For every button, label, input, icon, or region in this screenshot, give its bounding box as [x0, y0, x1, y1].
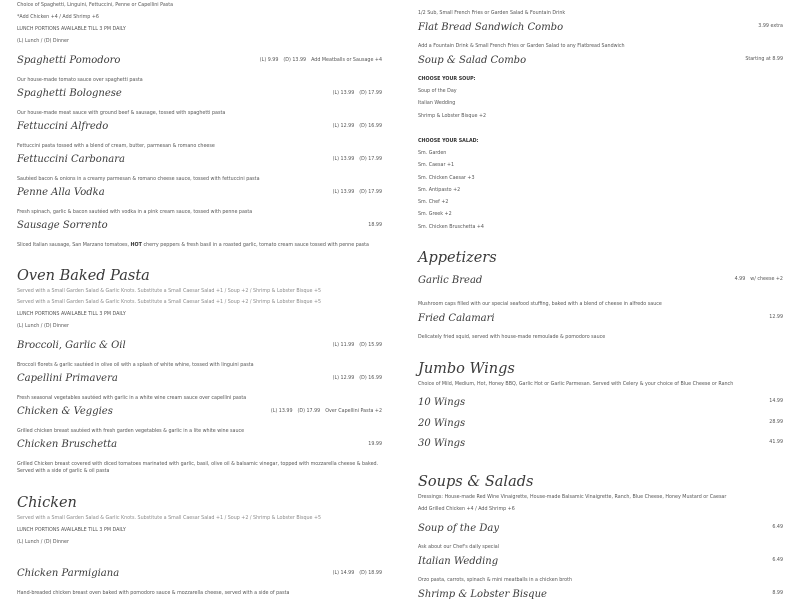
pasta-choice-note: Choice of Spaghetti, Linguini, Fettuccini, Penne or Capellini Pasta	[17, 3, 174, 8]
menu-item-price: (L) 14.99 (D) 18.99	[332, 571, 382, 576]
lunch-dinner-legend: (L) Lunch / (D) Dinner	[17, 39, 69, 44]
served-with-note: Served with a Small Garden Salad & Garlic Knots. Substitute a Small Caesar Salad +1 / Soup +2 / Shrimp & Lobster Bisque +5	[17, 289, 322, 294]
menu-item-price: (L) 13.99 (D) 17.99	[332, 91, 382, 96]
menu-item-price: (L) 9.99 (D) 13.99 Add Meatballs or Sausage +4	[259, 58, 382, 63]
menu-item-description: Our house-made meat sauce with ground beef & sausage, tossed with spaghetti pasta	[17, 111, 226, 116]
salad-option: Sm. Garden	[418, 151, 447, 156]
menu-item-name: Shrimp & Lobster Bisque	[418, 589, 547, 600]
menu-item-price: 6.49	[772, 525, 783, 530]
menu-item-name: 10 Wings	[418, 397, 466, 408]
menu-item-price: 19.99	[368, 442, 382, 447]
menu-item-price: (L) 13.99 (D) 17.99	[332, 190, 382, 195]
menu-item-description: Fresh seasonal vegetables sautéed with garlic in a white wine cream sauce over capellini pasta	[17, 396, 247, 401]
menu-item-name: Flat Bread Sandwich Combo	[418, 22, 564, 33]
dressings-note: Dressings: House-made Red Wine Vinaigrette, House-made Balsamic Vinaigrette, Ranch, Blue Cheese, Honey Mustard or Caesar	[418, 495, 727, 500]
served-with-note: Served with a Small Garden Salad & Garlic Knots. Substitute a Small Caesar Salad +1 / Soup +2 / Shrimp & Lobster Bisque +5	[17, 300, 322, 305]
menu-item-description: Delicately fried squid, served with house-made remoulade & pomodoro sauce	[418, 335, 606, 340]
menu-item-name: Fettuccini Alfredo	[17, 121, 109, 132]
menu-item-price: 4.99 w/ cheese +2	[734, 277, 783, 282]
menu-item-name: Fettuccini Carbonara	[17, 154, 125, 165]
menu-item-name: Chicken Bruschetta	[17, 439, 118, 450]
menu-item-name: Spaghetti Pomodoro	[17, 55, 121, 66]
menu-item-description: Ask about our Chef's daily special	[418, 545, 500, 550]
menu-item-description: Add a Fountain Drink & Small French Fries or Garden Salad to any Flatbread Sandwich	[418, 44, 625, 49]
add-protein-note: Add Grilled Chicken +4 / Add Shrimp +6	[418, 507, 515, 512]
menu-item-price: 6.49	[772, 558, 783, 563]
section-title-soups-salads: Soups & Salads	[418, 474, 534, 490]
menu-item-description: Our house-made tomato sauce over spaghetti pasta	[17, 78, 143, 83]
served-with-note: Served with a Small Garden Salad & Garlic Knots. Substitute a Small Caesar Salad +1 / Soup +2 / Shrimp & Lobster Bisque +5	[17, 516, 322, 521]
menu-item-name: Soup & Salad Combo	[418, 55, 527, 66]
wings-description: Choice of Mild, Medium, Hot, Honey BBQ, Garlic Hot or Garlic Parmesan. Served with Celery & your choice of Blue Cheese or Ranch	[418, 382, 734, 387]
menu-item-name: Chicken & Veggies	[17, 406, 113, 417]
menu-item-price: 18.99	[368, 223, 382, 228]
menu-item-price: (L) 11.99 (D) 15.99	[332, 343, 382, 348]
lunch-dinner-legend: (L) Lunch / (D) Dinner	[17, 324, 69, 329]
menu-item-price: 8.99	[772, 591, 783, 596]
menu-item-name: Fried Calamari	[418, 313, 495, 324]
lunch-portions-note: LUNCH PORTIONS AVAILABLE TILL 3 PM DAILY	[17, 312, 126, 317]
menu-item-price: (L) 13.99 (D) 17.99	[332, 157, 382, 162]
menu-item-description: Sliced Italian sausage, San Marzano tomatoes, HOT cherry peppers & fresh basil in a roasted garlic, tomato cream sauce tossed with penne pasta	[17, 243, 370, 248]
salad-option: Sm. Chef +2	[418, 200, 449, 205]
section-title-chicken: Chicken	[17, 495, 77, 511]
soup-option: Soup of the Day	[418, 89, 457, 94]
menu-item-price: 3.99 extra	[758, 24, 783, 29]
menu-item-price: (L) 13.99 (D) 17.99 Over Capellini Pasta +2	[270, 409, 382, 414]
sub-combo-note: 1/2 Sub, Small French Fries or Garden Salad & Fountain Drink	[418, 11, 566, 16]
menu-item-name: Sausage Sorrento	[17, 220, 108, 231]
menu-item-name: Penne Alla Vodka	[17, 187, 105, 198]
section-title-wings: Jumbo Wings	[418, 361, 515, 377]
menu-item-description: Broccoli florets & garlic sautéed in olive oil with a splash of white whine, tossed with linguini pasta	[17, 363, 254, 368]
lunch-dinner-legend: (L) Lunch / (D) Dinner	[17, 540, 69, 545]
section-title-appetizers: Appetizers	[418, 250, 497, 266]
salad-option: Sm. Greek +2	[418, 212, 452, 217]
lunch-portions-note: LUNCH PORTIONS AVAILABLE TILL 3 PM DAILY	[17, 27, 126, 32]
menu-item-description: Mushroom caps filled with our special seafood stuffing, baked with a blend of cheese in alfredo sauce	[418, 302, 662, 307]
menu-item-name: 30 Wings	[418, 438, 466, 449]
salad-option: Sm. Chicken Bruschetta +4	[418, 225, 484, 230]
menu-item-name: 20 Wings	[418, 418, 466, 429]
menu-item-price: Starting at 8.99	[745, 57, 783, 62]
salad-option: Sm. Caesar +1	[418, 163, 455, 168]
hot-label: HOT	[130, 243, 142, 248]
menu-item-name: Garlic Bread	[418, 275, 483, 286]
menu-item-name: Spaghetti Bolognese	[17, 88, 122, 99]
salad-option: Sm. Antipasto +2	[418, 188, 461, 193]
menu-item-name: Broccoli, Garlic & Oil	[17, 340, 126, 351]
menu-item-name: Italian Wedding	[418, 556, 499, 567]
menu-item-description: Grilled Chicken breast covered with diced tomatoes marinated with garlic, basil, olive oil & balsamic vinegar, topped with mozzarella cheese & baked. Served with a side of garlic & oil pasta	[17, 462, 379, 474]
salad-option: Sm. Chicken Caesar +3	[418, 176, 475, 181]
choose-soup-heading: CHOOSE YOUR SOUP:	[418, 77, 476, 82]
menu-item-price: (L) 12.99 (D) 16.99	[332, 124, 382, 129]
section-title-oven-baked: Oven Baked Pasta	[17, 268, 150, 284]
choose-salad-heading: CHOOSE YOUR SALAD:	[418, 139, 479, 144]
menu-item-price: 28.99	[769, 420, 783, 425]
soup-option: Shrimp & Lobster Bisque +2	[418, 114, 487, 119]
menu-item-description: Grilled chicken breast sautéed with fresh garden vegetables & garlic in a lite white wine sauce	[17, 429, 245, 434]
menu-item-name: Chicken Parmigiana	[17, 568, 120, 579]
lunch-portions-note: LUNCH PORTIONS AVAILABLE TILL 3 PM DAILY	[17, 528, 126, 533]
pasta-add-note: *Add Chicken +4 / Add Shrimp +6	[17, 15, 99, 20]
menu-item-price: (L) 12.99 (D) 16.99	[332, 376, 382, 381]
menu-item-price: 14.99	[769, 399, 783, 404]
menu-item-description: Fettuccini pasta tossed with a blend of cream, butter, parmesan & romano cheese	[17, 144, 215, 149]
menu-item-description: Hand-breaded chicken breast oven baked with pomodoro sauce & mozzarella cheese, served with a side of pasta	[17, 591, 290, 596]
menu-item-price: 12.99	[769, 315, 783, 320]
menu-item-price: 41.99	[769, 440, 783, 445]
menu-item-description: Fresh spinach, garlic & bacon sautéed with vodka in a pink cream sauce, tossed with penne pasta	[17, 210, 253, 215]
soup-option: Italian Wedding	[418, 101, 456, 106]
menu-item-name: Capellini Primavera	[17, 373, 118, 384]
menu-item-name: Soup of the Day	[418, 523, 499, 534]
menu-item-description: Sautéed bacon & onions in a creamy parmesan & romano cheese sauce, tossed with fettuccini pasta	[17, 177, 260, 182]
menu-item-description: Orzo pasta, carrots, spinach & mini meatballs in a chicken broth	[418, 578, 573, 583]
